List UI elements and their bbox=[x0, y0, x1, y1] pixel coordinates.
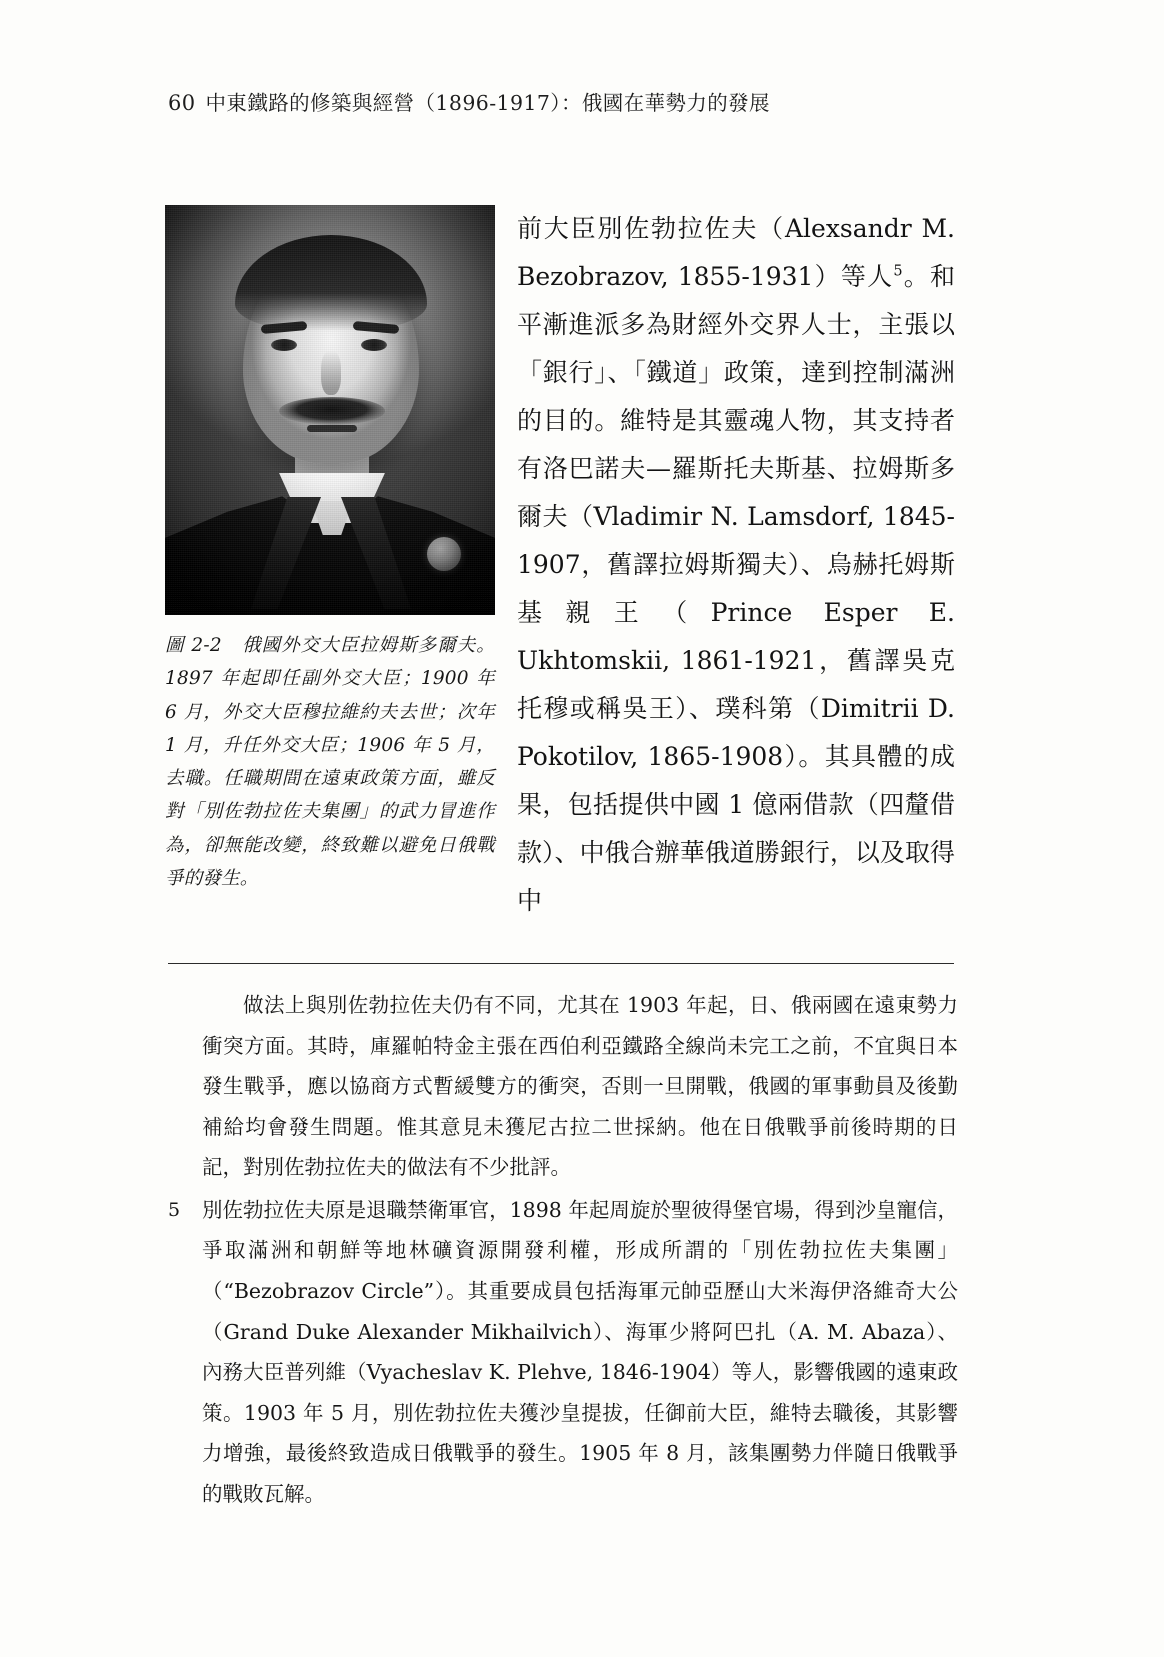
running-head bbox=[168, 86, 998, 116]
photo-grain bbox=[165, 205, 495, 615]
main-paragraph-lead: 前大臣別佐勃拉佐夫（Alexsandr M. Bezobrazov, 1855-1931）等人 bbox=[517, 214, 955, 291]
main-paragraph-rest: 。和平漸進派多為財經外交界人士，主張以「銀行」、「鐵道」政策，達到控制滿洲的目的。維特是其靈魂人物，其支持者有洛巴諾夫—羅斯托夫斯基、拉姆斯多爾夫（Vladimir N. Lamsdorf, 1845-1907，舊譯拉姆斯獨夫）、烏赫托姆斯基親王（Prince Esper E. Ukhtomskii, 1861-1921，舊譯吳克托穆或稱吳王）、璞科第（Dimitrii D. Pokotilov, 1865-1908）。其具體的成果，包括提供中國 1 億兩借款（四釐借款）、中俄合辦華俄道勝銀行，以及取得中 bbox=[517, 262, 955, 915]
footnote-list bbox=[168, 985, 958, 1517]
main-text-column bbox=[517, 205, 955, 925]
figure-block bbox=[165, 205, 495, 895]
footnote-text-5: 別佐勃拉佐夫原是退職禁衛軍官，1898 年起周旋於聖彼得堡官場，得到沙皇寵信，爭取滿洲和朝鮮等地林礦資源開發利權，形成所謂的「別佐勃拉佐夫集團」（“Bezobrazov Circle”）。其重要成員包括海軍元帥亞歷山大米海伊洛維奇大公（Grand Duke Alexander Mikhailvich）、海軍少將阿巴扎（A. M. Abaza）、內務大臣普列維（Vyacheslav K. Plehve, 1846-1904）等人，影響俄國的遠東政策。1903 年 5 月，別佐勃拉佐夫獲沙皇提拔，任御前大臣，維特去職後，其影響力增強，最後終致造成日俄戰爭的發生。1905 年 8 月，該集團勢力伴隨日俄戰爭的戰敗瓦解。 bbox=[202, 1197, 958, 1506]
footnote-separator bbox=[168, 963, 954, 964]
footnote-continued bbox=[168, 985, 958, 1188]
page-number: 60 bbox=[168, 91, 196, 115]
footnote-text-continued: 做法上與別佐勃拉佐夫仍有不同，尤其在 1903 年起，日、俄兩國在遠東勢力衝突方面。其時，庫羅帕特金主張在西伯利亞鐵路全線尚未完工之前，不宜與日本發生戰爭，應以協商方式暫緩雙方的衝突，否則一旦開戰，俄國的軍事動員及後勤補給均會發生問題。惟其意見未獲尼古拉二世採納。他在日俄戰爭前後時期的日記，對別佐勃拉佐夫的做法有不少批評。 bbox=[202, 993, 958, 1180]
footnote-number-5: 5 bbox=[168, 1198, 181, 1221]
footnote-reference-5[interactable]: 5 bbox=[893, 263, 903, 280]
figure-caption: 圖 2-2 俄國外交大臣拉姆斯多爾夫。1897 年起即任副外交大臣；1900 年 6 月，外交大臣穆拉維約夫去世；次年 1 月，升任外交大臣；1906 年 5 月，去職。任職期間在遠東政策方面，雖反對「別佐勃拉佐夫集團」的武力冒進作為，卻無能改變，終致難以避免日俄戰爭的發生。 bbox=[165, 635, 495, 890]
footnote-number-continued bbox=[168, 985, 202, 987]
body-region bbox=[165, 205, 955, 965]
portrait-photograph bbox=[165, 205, 495, 615]
running-head-title: 中東鐵路的修築與經營（1896-1917）：俄國在華勢力的發展 bbox=[205, 91, 770, 115]
footnote-item-5 bbox=[168, 1190, 958, 1515]
